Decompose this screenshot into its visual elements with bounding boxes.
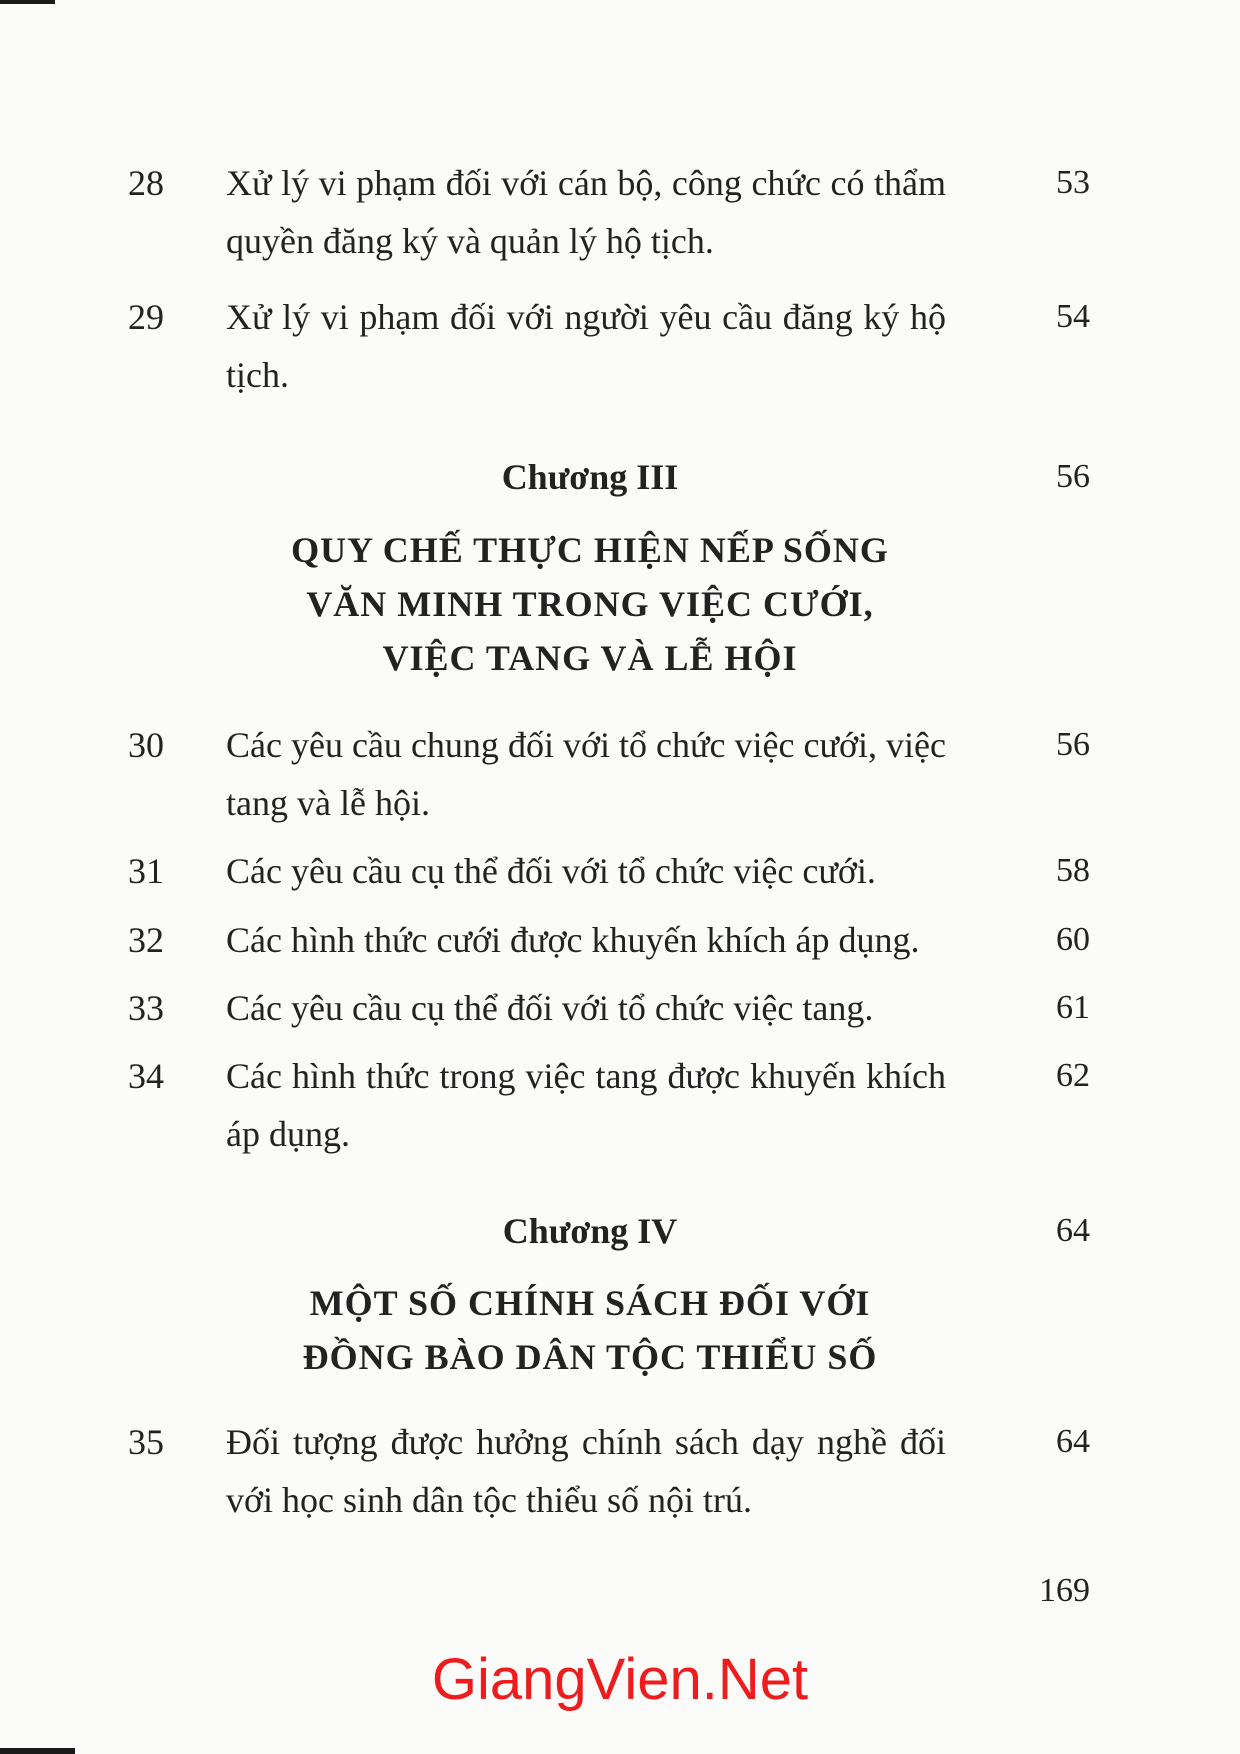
chapter-title-line: VĂN MINH TRONG VIỆC CƯỚI, (306, 584, 874, 624)
chapter-title-line: ĐỒNG BÀO DÂN TỘC THIỂU SỐ (302, 1337, 878, 1377)
toc-entry-number: 34 (128, 1056, 164, 1096)
chapter-page: 64 (1056, 1212, 1090, 1249)
chapter-page: 56 (1056, 458, 1090, 495)
toc-entry-page: 53 (1056, 164, 1090, 201)
toc-entry-page: 64 (1056, 1423, 1090, 1460)
scan-edge-mark (0, 1748, 75, 1754)
chapter-title-line: VIỆC TANG VÀ LỄ HỘI (382, 638, 798, 678)
toc-entry-page: 58 (1056, 852, 1090, 889)
chapter-label: Chương III (501, 457, 679, 497)
chapter-label: Chương IV (502, 1211, 678, 1251)
toc-entry-number: 28 (128, 163, 164, 203)
toc-entry-number: 29 (128, 297, 164, 337)
toc-entry-text: Xử lý vi phạm đối với cán bộ, công chức có thẩm quyền đăng ký và quản lý hộ tịch. (226, 163, 946, 261)
chapter-title-line: QUY CHẾ THỰC HIỆN NẾP SỐNG (291, 530, 889, 570)
toc-entry-text: Các yêu cầu chung đối với tổ chức việc cưới, việc tang và lễ hội. (226, 725, 946, 823)
toc-entry-page: 61 (1056, 989, 1090, 1026)
toc-entry-number: 30 (128, 725, 164, 765)
toc-entry-page: 54 (1056, 298, 1090, 335)
toc-entry-number: 33 (128, 988, 164, 1028)
toc-entry-text: Các yêu cầu cụ thể đối với tổ chức việc cưới. (226, 851, 876, 891)
toc-entry-text: Các hình thức trong việc tang được khuyến khích áp dụng. (226, 1056, 946, 1154)
toc-entry-text: Các hình thức cưới được khuyến khích áp dụng. (226, 920, 920, 960)
toc-entry-page: 60 (1056, 921, 1090, 958)
page-number: 169 (1039, 1572, 1090, 1609)
chapter-title-line: MỘT SỐ CHÍNH SÁCH ĐỐI VỚI (309, 1283, 871, 1323)
toc-entry-page: 62 (1056, 1057, 1090, 1094)
chapter-title (210, 1276, 970, 1384)
watermark-text: GiangVien.Net (431, 1647, 809, 1712)
chapter-title (210, 523, 970, 685)
toc-entry-text: Các yêu cầu cụ thể đối với tổ chức việc tang. (226, 988, 874, 1028)
toc-entry-text: Đối tượng được hưởng chính sách dạy nghề đối với học sinh dân tộc thiểu số nội trú. (226, 1422, 946, 1520)
toc-entry-page: 56 (1056, 726, 1090, 763)
toc-entry-text: Xử lý vi phạm đối với người yêu cầu đăng ký hộ tịch. (226, 297, 946, 395)
toc-entry-number: 32 (128, 920, 164, 960)
toc-entry-number: 31 (128, 851, 164, 891)
scan-edge-mark (0, 0, 55, 4)
toc-entry-number: 35 (128, 1422, 164, 1462)
